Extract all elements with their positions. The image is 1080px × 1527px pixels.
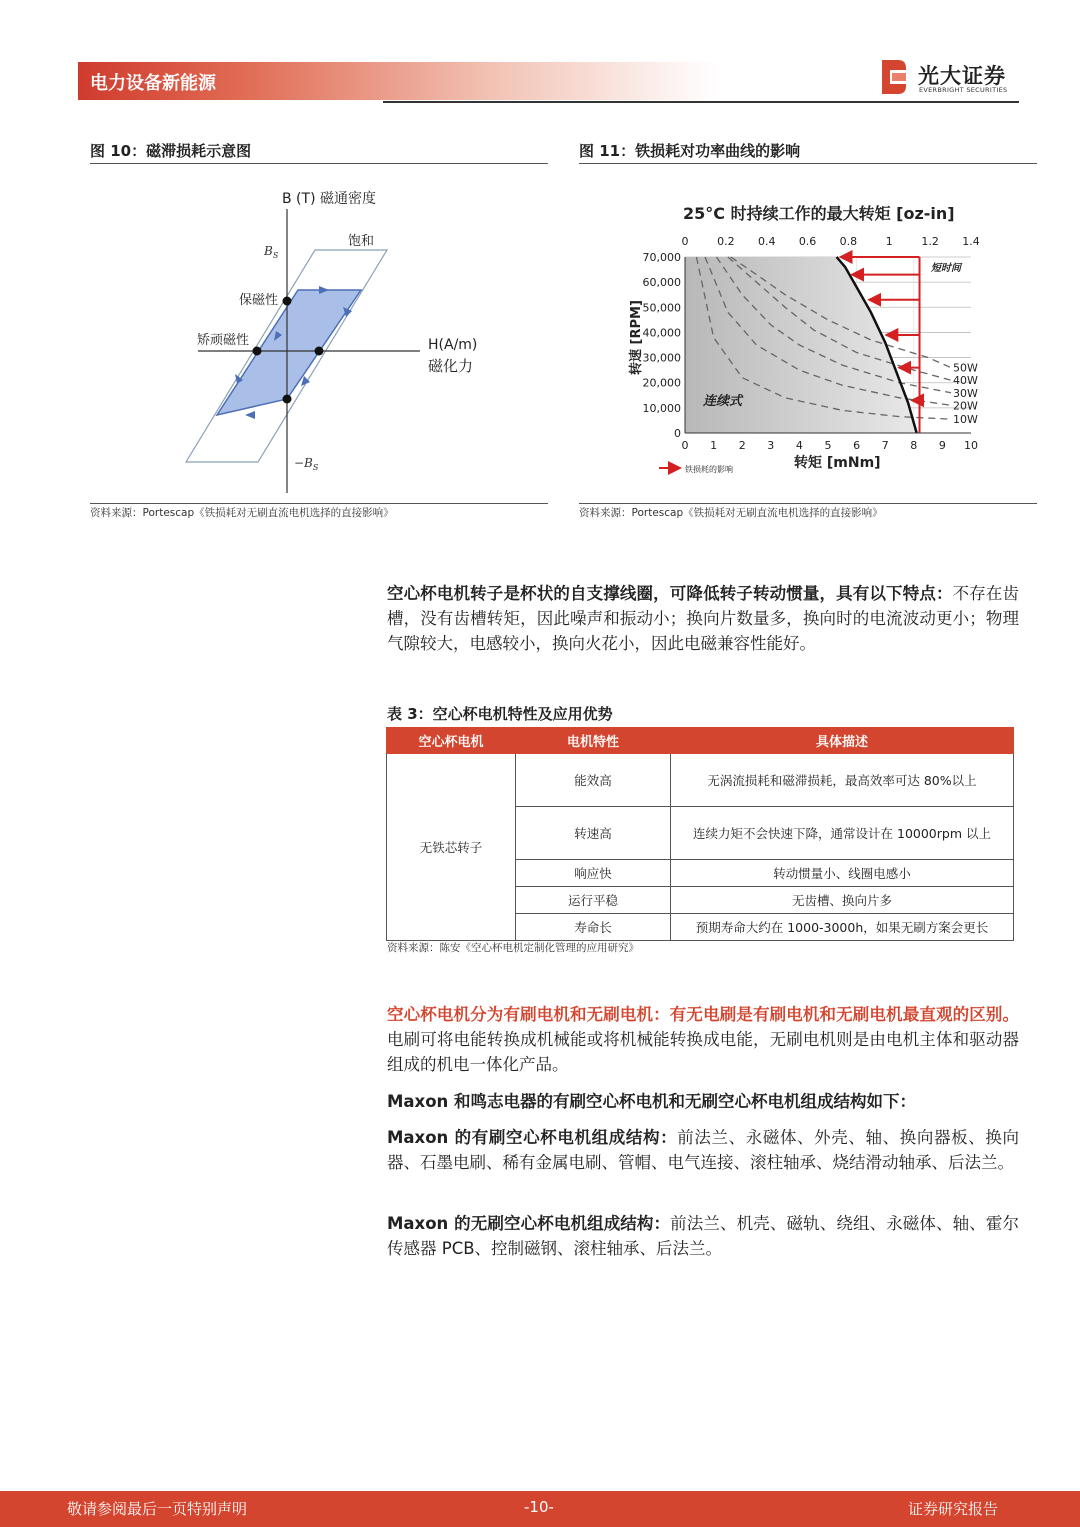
neg-remanence-point [283, 395, 292, 404]
x-tick-label: 1 [710, 439, 718, 452]
y-tick-label: 70,000 [642, 251, 681, 264]
fig11-source-rule [579, 503, 1037, 504]
fig10-title: 图 10：磁滞损耗示意图 [90, 142, 252, 160]
loop-arrow [245, 411, 255, 419]
top-tick-label: 1.4 [962, 235, 980, 248]
brush-body: 电刷可将电能转换成机械能或将机械能转换成电能，无刷电机则是由电机主体和驱动器组成的机电一体化产品。 [387, 1030, 1019, 1074]
maxon-brushless-paragraph [387, 1211, 1019, 1261]
x-tick-label: 0 [681, 439, 689, 452]
footer-disclaimer: 敬请参阅最后一页特别声明 [67, 1500, 248, 1518]
power-curve-label: 10W [952, 413, 978, 427]
feature-cell: 能效高 [516, 754, 671, 807]
power-curve-label: 30W [952, 386, 978, 400]
y-tick-label: 40,000 [642, 326, 681, 340]
maxon-brushless-lead: Maxon 的无刷空心杯电机组成结构： [387, 1214, 671, 1233]
y-axis-title: 转速 [RPM] [629, 300, 644, 375]
feature-cell: 寿命长 [516, 914, 671, 941]
brush-paragraph [387, 1002, 1019, 1077]
maxon-brushless-body: 前法兰、机壳、磁轨、绕组、永磁体、轴、霍尔传感器 PCB、控制磁钢、滚柱轴承、后法兰。 [387, 1214, 1020, 1258]
page-number: -10- [524, 1498, 554, 1516]
legend-label: 铁损耗的影响 [685, 465, 733, 474]
table-group-cell: 无铁芯转子 [387, 754, 516, 941]
x-tick-label: 7 [881, 439, 889, 452]
top-tick-label: 0.4 [757, 235, 776, 248]
x-tick-label: 2 [738, 439, 746, 452]
y-tick-label: 10,000 [642, 401, 681, 415]
top-tick-label: 1.2 [921, 235, 939, 248]
fig11-source: 资料来源：Portescap《铁损耗对无刷直流电机选择的直接影响》 [579, 507, 883, 519]
brush-lead: 空心杯电机分为有刷电机和无刷电机：有无电刷是有刷电机和无刷电机最直观的区别。 [387, 1005, 1019, 1024]
maxon-brushed-lead: Maxon 的有刷空心杯电机组成结构： [387, 1128, 678, 1147]
coercivity-point [253, 347, 262, 356]
logo-text: 光大证券 [918, 64, 1006, 88]
footer-bar [0, 1491, 1080, 1527]
power-curve-label: 50W [952, 361, 978, 375]
maxon-brushed-paragraph [387, 1125, 1019, 1175]
desc-cell: 预期寿命大约在 1000-3000h，如果无刷方案会更长 [671, 914, 1014, 941]
x-axis-title: 转矩 [mNm] [794, 455, 881, 471]
desc-cell: 连续力矩不会快速下降，通常设计在 10000rpm 以上 [671, 807, 1014, 860]
iron-loss-chart [579, 175, 1037, 500]
x-tick-label: 8 [910, 439, 918, 452]
feature-cell: 运行平稳 [516, 887, 671, 914]
fig10-title-rule [90, 163, 548, 164]
top-tick-label: 1 [885, 235, 893, 248]
footer-report-type: 证券研究报告 [908, 1500, 999, 1518]
top-tick-label: 0.2 [717, 235, 735, 248]
y-tick-label: 20,000 [642, 376, 681, 390]
remanence-label: 保磁性 [239, 293, 279, 308]
maxon-brushed-body: 前法兰、永磁体、外壳、轴、换向器板、换向器、石墨电刷、稀有金属电刷、管帽、电气连接、滚柱轴承、烧结滑动轴承、后法兰。 [387, 1128, 1020, 1172]
maxon-intro: Maxon 和鸣志电器的有刷空心杯电机和无刷空心杯电机组成结构如下： [387, 1092, 917, 1111]
top-tick-label: 0 [681, 235, 689, 248]
hysteresis-diagram [90, 175, 548, 500]
top-tick-label: 0.8 [839, 235, 858, 248]
feature-cell: 响应快 [516, 860, 671, 887]
x-tick-label: 5 [824, 439, 832, 452]
power-curve-label: 20W [952, 399, 978, 413]
desc-cell: 转动惯量小、线圈电感小 [671, 860, 1014, 887]
table-header: 空心杯电机 [387, 728, 516, 754]
x-axis-label-2: 磁化力 [428, 357, 474, 375]
fig11-title: 图 11：铁损耗对功率曲线的影响 [579, 142, 801, 160]
saturation-label: 饱和 [348, 234, 375, 249]
x-tick-label: 4 [795, 439, 803, 452]
chart-title: 25°C 时持续工作的最大转矩 [oz-in] [683, 204, 955, 223]
x-tick-label: 10 [964, 439, 978, 452]
top-tick-label: 0.6 [798, 235, 817, 248]
short-time-label: 短时间 [931, 263, 961, 274]
x-tick-label: 3 [767, 439, 775, 452]
coercivity-label: 矫顽磁性 [197, 333, 250, 348]
intro-body: 不存在齿槽，没有齿槽转矩，因此噪声和振动小；换向片数量多，换向时的电流波动更小；物理气隙较大，电感较小，换向火花小，因此电磁兼容性能好。 [387, 584, 1020, 653]
fig10-source: 资料来源：Portescap《铁损耗对无刷直流电机选择的直接影响》 [90, 507, 394, 519]
continuous-label: 连续式 [703, 394, 743, 409]
feature-cell: 转速高 [516, 807, 671, 860]
table-title: 表 3：空心杯电机特性及应用优势 [387, 705, 613, 723]
fig11-title-rule [579, 163, 1037, 164]
x-axis-label-1: H(A/m) [428, 337, 478, 353]
bs-label: $B_S$ [264, 244, 279, 260]
intro-paragraph [387, 581, 1019, 656]
y-tick-label: 50,000 [642, 301, 681, 315]
y-tick-label: 60,000 [642, 276, 681, 290]
power-curve-label: 40W [952, 374, 978, 388]
remanence-point [283, 297, 292, 306]
table-source: 资料来源：陈安《空心杯电机定制化管理的应用研究》 [387, 942, 639, 954]
intro-lead: 空心杯电机转子是杯状的自支撑线圈，可降低转子转动惯量，具有以下特点： [387, 584, 953, 603]
x-tick-label: 6 [853, 439, 861, 452]
neg-bs-label: $-B_S$ [294, 456, 319, 472]
x-tick-label: 9 [938, 439, 946, 452]
fig10-source-rule [90, 503, 548, 504]
logo-subtext: EVERBRIGHT SECURITIES [919, 86, 1008, 94]
y-axis-label: B (T) 磁通密度 [282, 191, 376, 207]
desc-cell: 无齿槽、换向片多 [671, 887, 1014, 914]
desc-cell: 无涡流损耗和磁滞损耗，最高效率可达 80%以上 [671, 754, 1014, 807]
table-header: 电机特性 [516, 728, 671, 754]
y-tick-label: 0 [674, 427, 681, 440]
header-rule [383, 101, 1019, 103]
section-title: 电力设备新能源 [90, 73, 216, 94]
y-tick-label: 30,000 [642, 351, 681, 365]
table-header: 具体描述 [671, 728, 1014, 754]
features-table [386, 727, 1014, 941]
table-row [387, 754, 1014, 807]
pos-coercivity-point [315, 347, 324, 356]
everbright-logo-icon [880, 58, 908, 96]
